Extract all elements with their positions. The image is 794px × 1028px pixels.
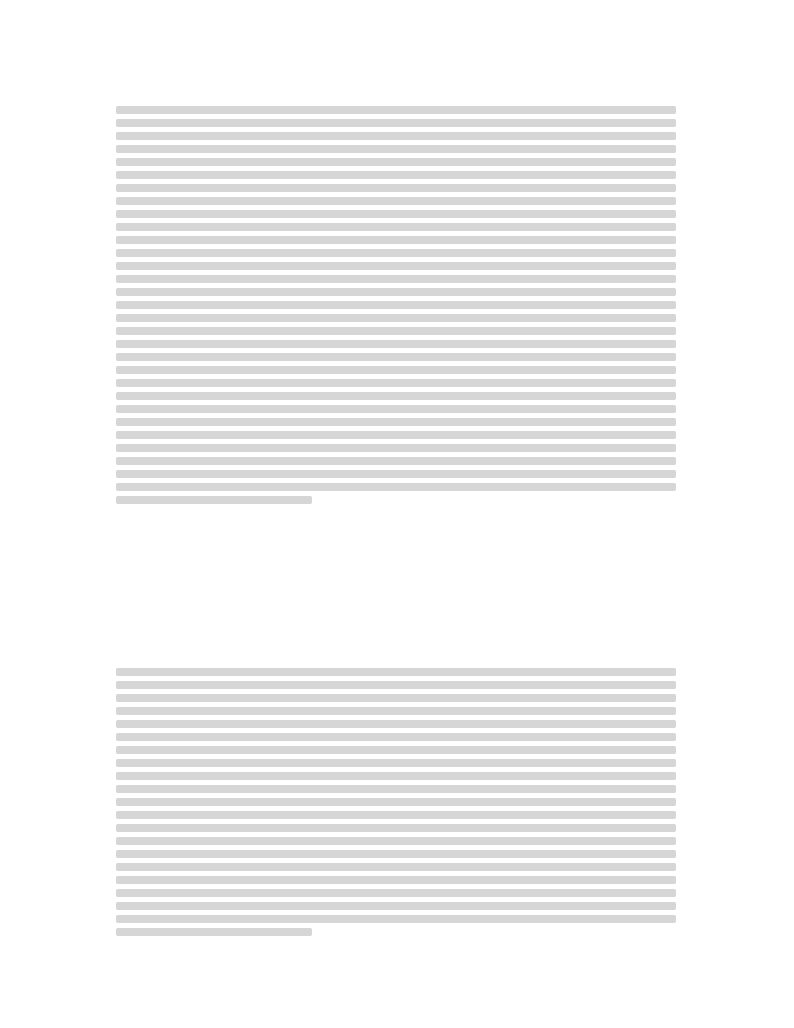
text-line-placeholder: [116, 184, 676, 192]
text-line-placeholder: [116, 681, 676, 689]
text-line-placeholder: [116, 366, 676, 374]
text-line-placeholder: [116, 668, 676, 676]
text-line-placeholder: [116, 483, 676, 491]
text-line-placeholder: [116, 928, 312, 936]
text-line-placeholder: [116, 889, 676, 897]
text-line-placeholder: [116, 353, 676, 361]
text-line-placeholder: [116, 158, 676, 166]
text-line-placeholder: [116, 132, 676, 140]
text-line-placeholder: [116, 915, 676, 923]
text-line-placeholder: [116, 210, 676, 218]
text-line-placeholder: [116, 470, 676, 478]
text-line-placeholder: [116, 340, 676, 348]
text-line-placeholder: [116, 223, 676, 231]
text-line-placeholder: [116, 145, 676, 153]
text-line-placeholder: [116, 824, 676, 832]
text-line-placeholder: [116, 392, 676, 400]
text-line-placeholder: [116, 301, 676, 309]
text-line-placeholder: [116, 850, 676, 858]
text-line-placeholder: [116, 236, 676, 244]
body-paragraph-1: [116, 101, 676, 509]
text-line-placeholder: [116, 496, 312, 504]
text-line-placeholder: [116, 694, 676, 702]
text-line-placeholder: [116, 197, 676, 205]
text-line-placeholder: [116, 262, 676, 270]
text-line-placeholder: [116, 733, 676, 741]
text-line-placeholder: [116, 171, 676, 179]
body-paragraph-2: [116, 663, 676, 941]
text-line-placeholder: [116, 746, 676, 754]
text-line-placeholder: [116, 431, 676, 439]
text-line-placeholder: [116, 405, 676, 413]
text-line-placeholder: [116, 288, 676, 296]
text-line-placeholder: [116, 772, 676, 780]
text-line-placeholder: [116, 418, 676, 426]
text-line-placeholder: [116, 785, 676, 793]
text-line-placeholder: [116, 707, 676, 715]
text-line-placeholder: [116, 106, 676, 114]
text-line-placeholder: [116, 811, 676, 819]
text-line-placeholder: [116, 902, 676, 910]
text-line-placeholder: [116, 759, 676, 767]
text-line-placeholder: [116, 837, 676, 845]
text-line-placeholder: [116, 863, 676, 871]
text-line-placeholder: [116, 327, 676, 335]
text-line-placeholder: [116, 379, 676, 387]
text-line-placeholder: [116, 876, 676, 884]
text-line-placeholder: [116, 444, 676, 452]
text-line-placeholder: [116, 119, 676, 127]
text-line-placeholder: [116, 314, 676, 322]
text-line-placeholder: [116, 798, 676, 806]
text-line-placeholder: [116, 720, 676, 728]
text-line-placeholder: [116, 249, 676, 257]
text-line-placeholder: [116, 275, 676, 283]
text-line-placeholder: [116, 457, 676, 465]
